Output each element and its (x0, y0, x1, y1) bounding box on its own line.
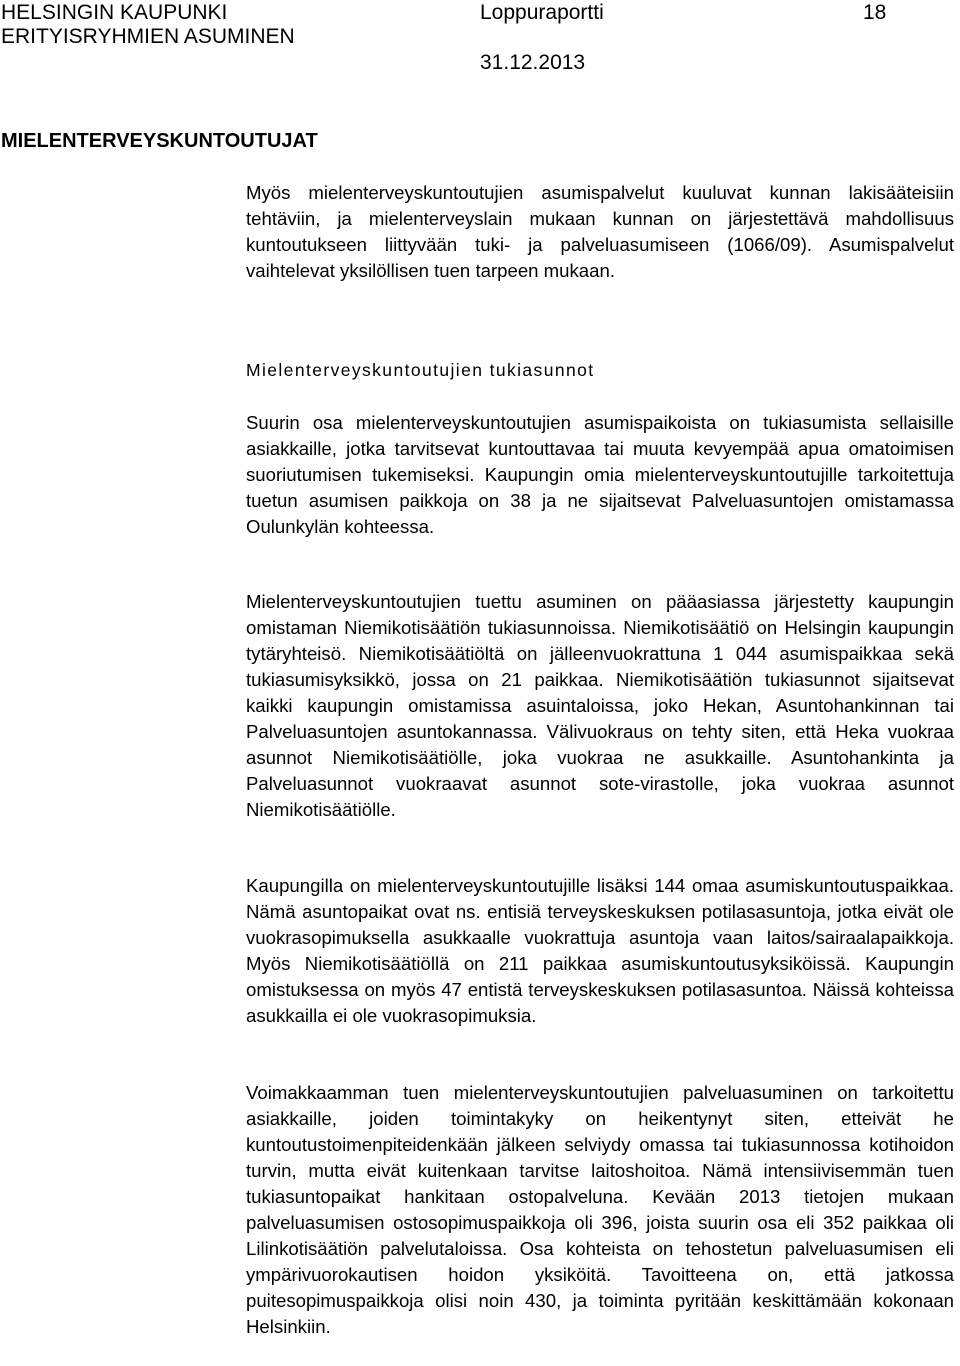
page-number: 18 (863, 1, 887, 24)
intro-paragraph: Myös mielenterveyskuntoutujien asumispalvelut kuuluvat kunnan lakisääteisiin tehtäviin, ja mielenterveyslain mukaan kunnan on järjestettävä mahdollisuus kuntoutukseen liittyvään tuki- ja palveluasumiseen (1066/09). Asumispalvelut vaihtelevat yksilöllisen tuen tarpeen mukaan. (246, 182, 954, 281)
header-department: ERITYISRYHMIEN ASUMINEN (1, 25, 295, 48)
subsection-heading: Mielenterveyskuntoutujien tukiasunnot (246, 360, 595, 380)
header-organization: HELSINGIN KAUPUNKI (1, 1, 228, 24)
header-date: 31.12.2013 (480, 51, 586, 74)
body-paragraph: Suurin osa mielenterveyskuntoutujien asumispaikoista on tukiasumista sellaisille asiakkaille, jotka tarvitsevat kuntouttavaa tai muuta kevyempää apua omatoimisen suoriutumisen tukemiseksi. Kaupungin omia mielenterveyskuntoutujille tarkoitettuja tuetun asumisen paikkoja on 38 ja ne sijaitsevat Palveluasuntojen omistamassa Oulunkylän kohteessa. (246, 412, 954, 537)
section-heading: MIELENTERVEYSKUNTOUTUJAT (1, 130, 318, 152)
header-report-title: Loppuraportti (480, 1, 604, 24)
body-paragraph: Mielenterveyskuntoutujien tuettu asuminen on pääasiassa järjestetty kaupungin omistaman Niemikotisäätiön tukiasunnoissa. Niemikotisäätiö on Helsingin kaupungin tytäryhteisö. Niemikotisäätiöltä on jälleenvuokrattuna 1 044 asumispaikkaa sekä tukiasumisyksikkö, jossa on 21 paikkaa. Niemikotisäätiön tukiasunnot sijaitsevat kaikki kaupungin omistamissa asuintaloissa, joko Hekan, Asuntohankinnan tai Palveluasuntojen asuntokannassa. Välivuokraus on tehty siten, että Heka vuokraa asunnot Niemikotisäätiölle, joka vuokraa ne asukkaille. Asuntohankinta ja Palveluasunnot vuokraavat asunnot sote-virastolle, joka vuokraa asunnot Niemikotisäätiölle. (246, 591, 954, 820)
body-paragraph: Kaupungilla on mielenterveyskuntoutujille lisäksi 144 omaa asumiskuntoutuspaikkaa. Nämä asuntopaikat ovat ns. entisiä terveyskeskuksen potilasasuntoja, jotka eivät ole vuokrasopimuksella asukkaalle vuokrattuja asuntoja vaan laitos/sairaalapaikkoja. Myös Niemikotisäätiöllä on 211 paikkaa asumiskuntoutusyksiköissä. Kaupungin omistuksessa on myös 47 entistä terveyskeskuksen potilasasuntoa. Näissä kohteissa asukkailla ei ole vuokrasopimuksia. (246, 875, 954, 1026)
body-paragraph: Voimakkaamman tuen mielenterveyskuntoutujien palveluasuminen on tarkoitettu asiakkaille, joiden toimintakyky on heikentynyt siten, etteivät he kuntoutustoimenpiteidenkään jälkeen selviydy omassa tai tukiasunnossa kotihoidon turvin, mutta eivät kuitenkaan tarvitse laitoshoitoa. Nämä intensiivisemmän tuen tukiasuntopaikat hankitaan ostopalveluna. Kevään 2013 tietojen mukaan palveluasumisen ostosopimuspaikkoja oli 396, joista suurin osa eli 352 paikkaa oli Lilinkotisäätiön palvelutaloissa. Osa kohteista on tehostetun palveluasumisen eli ympärivuorokautisen hoidon yksiköitä. Tavoitteena on, että jatkossa puitesopimuspaikkoja olisi noin 430, ja toiminta pyritään keskittämään kokonaan Helsinkiin. (246, 1082, 954, 1337)
